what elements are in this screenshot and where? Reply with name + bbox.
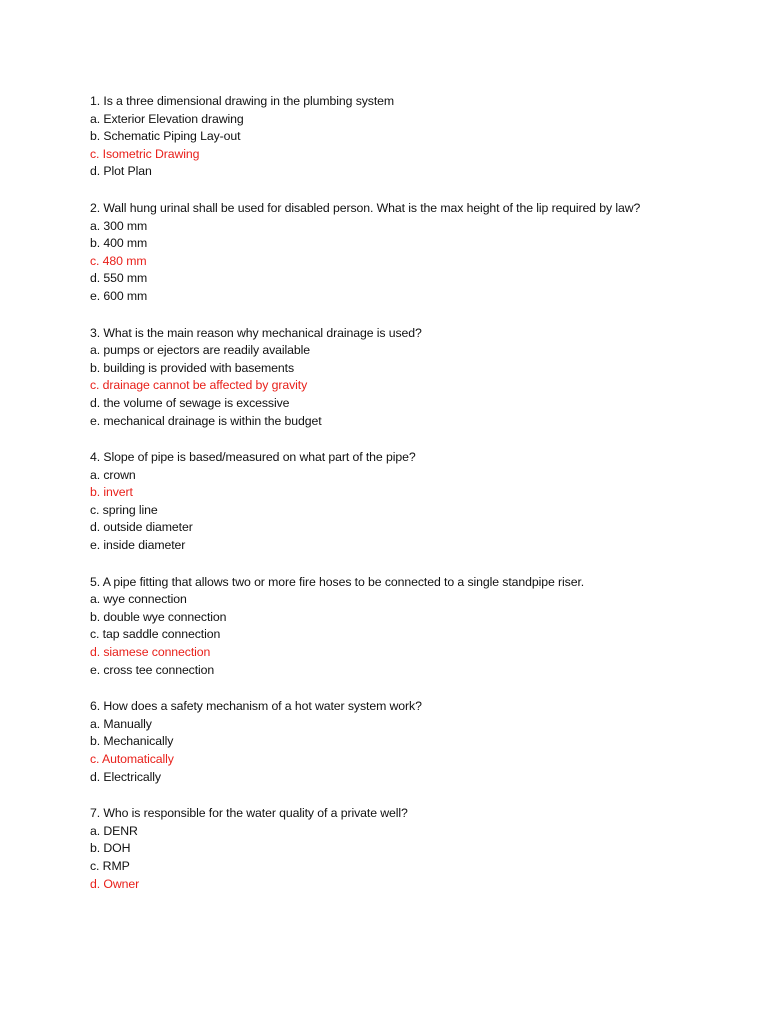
answer-option: b. Schematic Piping Lay-out <box>90 129 241 144</box>
answer-option: d. 550 mm <box>90 271 148 286</box>
answer-option: a. 300 mm <box>90 218 148 233</box>
answer-option: d. Electrically <box>90 769 161 784</box>
answer-option: a. Exterior Elevation drawing <box>90 111 244 126</box>
question-prompt: 3. What is the main reason why mechanical drainage is used? <box>90 325 422 340</box>
question-prompt: 4. Slope of pipe is based/measured on what part of the pipe? <box>90 450 416 465</box>
correct-answer-option: c. Isometric Drawing <box>90 146 200 161</box>
question-prompt: 1. Is a three dimensional drawing in the plumbing system <box>90 94 395 108</box>
answer-option: e. mechanical drainage is within the budget <box>90 413 322 428</box>
answer-option: b. Mechanically <box>90 734 174 749</box>
correct-answer-option: b. invert <box>90 485 133 500</box>
correct-answer-option: d. Owner <box>90 876 140 891</box>
question-prompt: 5. A pipe fitting that allows two or more fire hoses to be connected to a single standpipe riser. <box>90 574 585 589</box>
answer-option: b. 400 mm <box>90 236 148 251</box>
answer-option: b. DOH <box>90 841 131 856</box>
correct-answer-option: c. drainage cannot be affected by gravity <box>90 378 308 393</box>
answer-option: d. outside diameter <box>90 520 193 535</box>
question-block <box>90 200 730 306</box>
question-block <box>90 805 730 893</box>
answer-option: a. wye connection <box>90 592 187 607</box>
answer-option: b. building is provided with basements <box>90 360 294 375</box>
answer-option: e. 600 mm <box>90 288 148 303</box>
question-block <box>90 698 730 786</box>
question-block <box>90 93 730 181</box>
correct-answer-option: d. siamese connection <box>90 645 211 660</box>
answer-option: a. pumps or ejectors are readily available <box>90 343 310 358</box>
question-prompt: 6. How does a safety mechanism of a hot water system work? <box>90 699 422 714</box>
answer-option: c. tap saddle connection <box>90 627 221 642</box>
correct-answer-option: c. Automatically <box>90 752 174 766</box>
question-prompt: 7. Who is responsible for the water quality of a private well? <box>90 806 408 821</box>
question-block <box>90 449 730 555</box>
question-block <box>90 574 730 680</box>
answer-option: e. inside diameter <box>90 538 186 553</box>
answer-option: e. cross tee connection <box>90 662 215 677</box>
question-block <box>90 325 730 431</box>
quiz-document <box>90 93 730 912</box>
answer-option: b. double wye connection <box>90 609 227 624</box>
answer-option: c. RMP <box>90 858 130 873</box>
answer-option: a. DENR <box>90 823 138 838</box>
answer-option: d. Plot Plan <box>90 164 152 179</box>
question-prompt: 2. Wall hung urinal shall be used for disabled person. What is the max height of the lip required by law? <box>90 200 641 215</box>
answer-option: a. crown <box>90 467 136 482</box>
answer-option: d. the volume of sewage is excessive <box>90 395 290 410</box>
answer-option: c. spring line <box>90 502 158 517</box>
correct-answer-option: c. 480 mm <box>90 253 147 268</box>
answer-option: a. Manually <box>90 716 152 731</box>
